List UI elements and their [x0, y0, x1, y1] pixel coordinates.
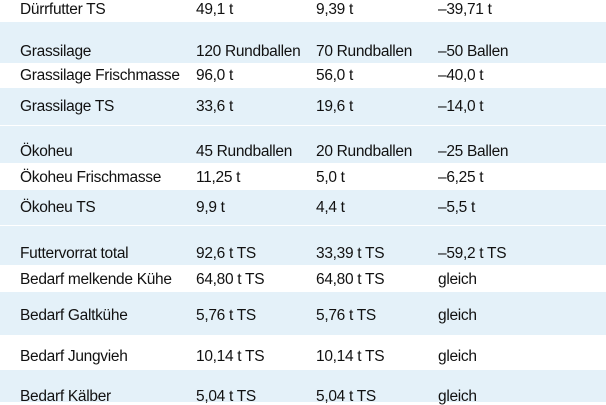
value-after: 5,04 t TS — [316, 387, 376, 405]
value-after: 70 Rundballen — [316, 42, 413, 60]
value-before: 45 Rundballen — [196, 142, 293, 160]
row-label: Dürrfutter TS — [20, 0, 106, 18]
row-label: Ökoheu TS — [20, 198, 96, 216]
value-before: 120 Rundballen — [196, 42, 301, 60]
value-difference: gleich — [438, 270, 477, 288]
value-before: 96,0 t — [196, 66, 233, 84]
row-label: Bedarf melkende Kühe — [20, 270, 172, 288]
value-before: 10,14 t TS — [196, 347, 265, 365]
value-difference: –40,0 t — [438, 66, 484, 84]
value-after: 19,6 t — [316, 97, 353, 115]
value-difference: –14,0 t — [438, 97, 484, 115]
table-row — [0, 40, 606, 63]
value-before: 33,6 t — [196, 97, 233, 115]
row-label: Ökoheu — [20, 142, 73, 160]
table-row — [0, 0, 606, 22]
row-label: Futtervorrat total — [20, 244, 129, 262]
row-label: Bedarf Kälber — [20, 387, 111, 405]
value-difference: –25 Ballen — [438, 142, 509, 160]
value-before: 5,76 t TS — [196, 306, 256, 324]
value-after: 9,39 t — [316, 0, 353, 18]
value-difference: gleich — [438, 387, 477, 405]
table-row — [0, 190, 606, 226]
table-row — [0, 370, 606, 405]
row-label: Grassilage Frischmasse — [20, 66, 180, 84]
value-before: 92,6 t TS — [196, 244, 256, 262]
value-after: 4,4 t — [316, 198, 345, 216]
value-before: 5,04 t TS — [196, 387, 256, 405]
value-before: 64,80 t TS — [196, 270, 265, 288]
table-row — [0, 164, 606, 190]
row-label: Grassilage TS — [20, 97, 115, 115]
table-row — [0, 266, 606, 292]
value-after: 10,14 t TS — [316, 347, 385, 365]
value-after: 5,0 t — [316, 168, 345, 186]
value-after: 56,0 t — [316, 66, 353, 84]
table-row — [0, 88, 606, 126]
value-difference: –5,5 t — [438, 198, 475, 216]
value-before: 11,25 t — [196, 168, 241, 186]
table-row — [0, 226, 606, 266]
value-after: 5,76 t TS — [316, 306, 376, 324]
value-difference: –6,25 t — [438, 168, 484, 186]
value-difference: –59,2 t TS — [438, 244, 507, 262]
row-label: Bedarf Jungvieh — [20, 347, 128, 365]
value-before: 49,1 t — [196, 0, 233, 18]
row-label: Grassilage — [20, 42, 92, 60]
table-row — [0, 126, 606, 164]
value-difference: –50 Ballen — [438, 42, 509, 60]
row-label: Bedarf Galtkühe — [20, 306, 128, 324]
row-label: Ökoheu Frischmasse — [20, 168, 162, 186]
table-row — [0, 63, 606, 88]
table-row — [0, 292, 606, 336]
value-after: 20 Rundballen — [316, 142, 413, 160]
value-after: 33,39 t TS — [316, 244, 385, 262]
value-difference: –39,71 t — [438, 0, 492, 18]
value-difference: gleich — [438, 347, 477, 365]
value-difference: gleich — [438, 306, 477, 324]
value-after: 64,80 t TS — [316, 270, 385, 288]
value-before: 9,9 t — [196, 198, 225, 216]
table-row — [0, 336, 606, 370]
